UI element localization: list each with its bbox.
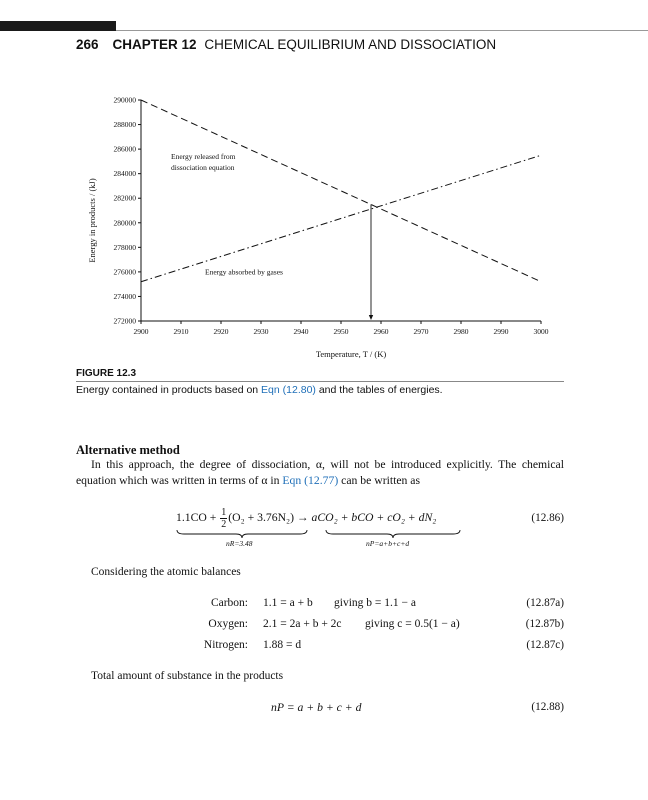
- x-tick-label: 2940: [293, 327, 309, 336]
- eq-rhs: aCO₂ + bCO + cO₂ + dN₂: [311, 511, 437, 525]
- eq-number-12-86: (12.86): [531, 512, 564, 524]
- nitrogen-equation: 1.88 = d: [263, 639, 302, 651]
- figure-caption: [76, 384, 443, 396]
- eq-lhs-end: (O₂ + 3.76N₂) →: [228, 511, 312, 525]
- y-tick-label: 286000: [113, 144, 136, 154]
- series-line-2: [141, 155, 541, 281]
- para-eqn-link[interactable]: Eqn (12.77): [282, 474, 339, 487]
- eq-number-12-87c: (12.87c): [526, 639, 564, 651]
- x-tick-label: 2900: [133, 327, 149, 336]
- chapter-number: CHAPTER 12: [112, 37, 197, 52]
- page-number: 266: [76, 37, 99, 52]
- x-tick-label: 2980: [453, 327, 469, 336]
- caption-text: Energy contained in products based on: [76, 384, 262, 396]
- y-tick-label: 272000: [113, 316, 136, 326]
- running-header: [76, 37, 496, 52]
- total-amount-text: Total amount of substance in the products: [91, 670, 284, 682]
- nitrogen-label: Nitrogen:: [203, 639, 248, 651]
- x-tick-label: 2910: [173, 327, 189, 336]
- x-tick-label: 2990: [493, 327, 509, 336]
- y-tick-label: 276000: [113, 267, 136, 277]
- caption-text-end: and the tables of energies.: [315, 384, 443, 396]
- carbon-label: Carbon:: [210, 597, 248, 609]
- annotation-text-3: Energy absorbed by gases: [205, 267, 283, 277]
- underbrace-right: [325, 530, 461, 538]
- y-tick-label: 278000: [113, 242, 136, 252]
- carbon-giving: giving b = 1.1 − a: [334, 597, 416, 609]
- x-tick-label: 2930: [253, 327, 269, 336]
- oxygen-giving: giving c = 0.5(1 − a): [365, 618, 460, 630]
- eq-lhs-start: 1.1CO +: [176, 511, 220, 525]
- para-text: In this approach, the degree of dissociation, α, will not be introduced explicitly. The chemical equation which was written in terms of α in: [76, 458, 564, 487]
- x-tick-label: 3000: [533, 327, 549, 336]
- frac-den: 2: [221, 519, 227, 530]
- y-tick-label: 274000: [113, 291, 136, 301]
- y-tick-label: 284000: [113, 169, 136, 179]
- n-r-label: nR=3.48: [226, 539, 253, 548]
- intersection-arrow-head: [369, 315, 373, 320]
- annotation-text-1: Energy released from: [171, 151, 236, 161]
- chapter-title: CHEMICAL EQUILIBRIUM AND DISSOCIATION: [204, 37, 497, 52]
- eq-number-12-87b: (12.87b): [525, 618, 564, 630]
- atomic-balances-text: Considering the atomic balances: [91, 566, 241, 578]
- underbrace-left: [176, 530, 308, 538]
- frac-num: 1: [221, 507, 227, 518]
- section-paragraph: [76, 457, 564, 489]
- caption-eqn-link[interactable]: Eqn (12.80): [261, 384, 316, 396]
- y-axis-label: Energy in products / (kJ): [87, 178, 97, 263]
- eq-number-12-87a: (12.87a): [526, 597, 564, 609]
- x-tick-label: 2970: [413, 327, 429, 336]
- carbon-equation: 1.1 = a + b: [263, 597, 313, 609]
- x-tick-label: 2960: [373, 327, 389, 336]
- figure-label: FIGURE 12.3: [76, 368, 137, 379]
- oxygen-label: Oxygen:: [208, 618, 248, 630]
- eq-fraction: [220, 507, 227, 530]
- oxygen-equation: 2.1 = 2a + b + 2c: [263, 618, 342, 630]
- eq-number-12-88: (12.88): [531, 701, 564, 713]
- header-bar: [0, 21, 116, 31]
- y-tick-label: 282000: [113, 193, 136, 203]
- x-tick-label: 2920: [213, 327, 229, 336]
- y-tick-label: 280000: [113, 218, 136, 228]
- n-p-label: nP=a+b+c+d: [366, 539, 410, 548]
- section-title: Alternative method: [76, 443, 180, 457]
- para-text-end: can be written as: [338, 474, 421, 487]
- figure-rule: [76, 381, 564, 382]
- header-rule: [116, 30, 648, 31]
- annotation-text-2: dissociation equation: [171, 162, 235, 172]
- energy-chart: [0, 80, 648, 370]
- equation-12-86: [176, 507, 436, 530]
- y-tick-label: 288000: [113, 120, 136, 130]
- x-axis-label: Temperature, T / (K): [315, 349, 387, 359]
- equation-12-88: nP = a + b + c + d: [271, 701, 362, 714]
- series-line-1: [141, 100, 541, 282]
- x-tick-label: 2950: [333, 327, 349, 336]
- y-tick-label: 290000: [113, 95, 136, 105]
